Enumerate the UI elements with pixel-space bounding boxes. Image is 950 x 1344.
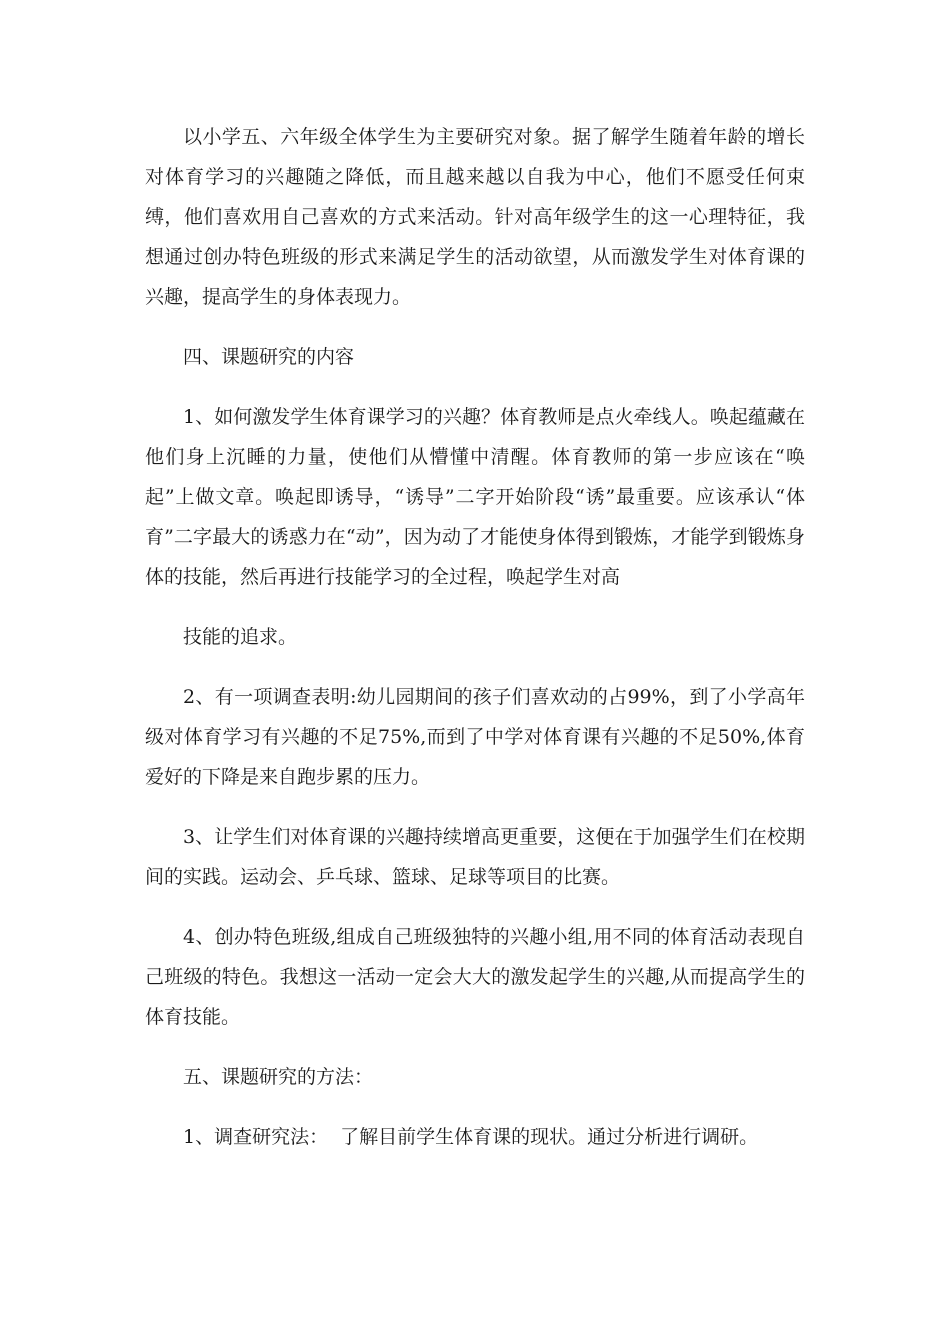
content-item-3: 3、让学生们对体育课的兴趣持续增高更重要，这便在于加强学生们在校期间的实践。运动会、乒乓球、篮球、足球等项目的比赛。: [145, 826, 805, 888]
method-item-1: 1、调查研究法： 了解目前学生体育课的现状。通过分析进行调研。: [183, 1126, 759, 1148]
content-item-2: 2、有一项调查表明:幼儿园期间的孩子们喜欢动的占99%，到了小学高年级对体育学习有兴趣的不足75%,而到了中学对体育课有兴趣的不足50%,体育爱好的下降是来自跑步累的压力。: [145, 686, 805, 788]
section-heading-5: 五、课题研究的方法：: [183, 1066, 374, 1088]
content-item-1: 1、如何激发学生体育课学习的兴趣？体育教师是点火牵线人。唤起蕴藏在他们身上沉睡的力量，使他们从懵懂中清醒。体育教师的第一步应该在“唤起”上做文章。唤起即诱导，“诱导”二字开始阶段“诱”最重要。应该承认“体育”二字最大的诱惑力在“动”，因为动了才能使身体得到锻炼，才能学到锻炼身体的技能，然后再进行技能学习的全过程，唤起学生对高: [145, 406, 805, 588]
content-item-4: 4、创办特色班级,组成自己班级独特的兴趣小组,用不同的体育活动表现自己班级的特色。我想这一活动一定会大大的激发起学生的兴趣,从而提高学生的体育技能。: [145, 926, 805, 1028]
section-heading-4: 四、课题研究的内容: [183, 346, 355, 368]
document-body: [145, 117, 805, 1157]
content-item-1-continued: 技能的追求。: [183, 626, 298, 648]
intro-paragraph: 以小学五、六年级全体学生为主要研究对象。据了解学生随着年龄的增长对体育学习的兴趣随之降低，而且越来越以自我为中心，他们不愿受任何束缚，他们喜欢用自己喜欢的方式来活动。针对高年级学生的这一心理特征，我想通过创办特色班级的形式来满足学生的活动欲望，从而激发学生对体育课的兴趣，提高学生的身体表现力。: [145, 126, 805, 308]
